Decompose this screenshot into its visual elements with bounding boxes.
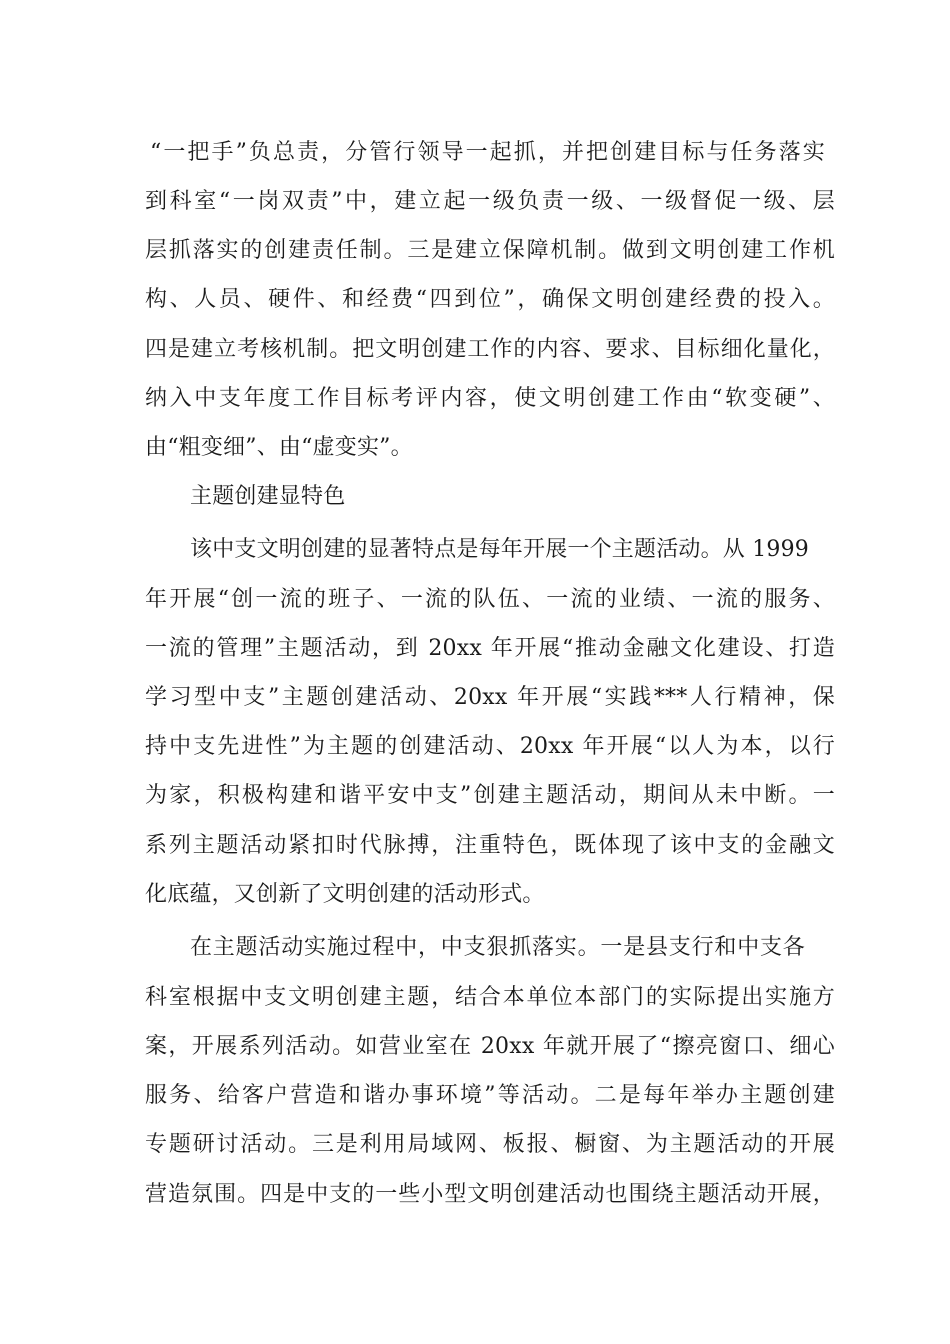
paragraph-line: 到科室“一岗双责”中，建立起一级负责一级、一级督促一级、层 <box>145 189 835 214</box>
paragraph-line: 为家，积极构建和谐平安中支”创建主题活动，期间从未中断。一 <box>145 783 835 808</box>
paragraph-line: 在主题活动实施过程中，中支狠抓落实。一是县支行和中支各 <box>190 935 805 960</box>
paragraph-line: 服务、给客户营造和谐办事环境”等活动。二是每年举办主题创建 <box>145 1083 835 1108</box>
paragraph-line: 专题研讨活动。三是利用局域网、板报、橱窗、为主题活动的开展 <box>145 1132 835 1157</box>
paragraph-line: 学习型中支”主题创建活动、20xx 年开展“实践***人行精神，保 <box>145 685 835 710</box>
paragraph-line: 案，开展系列活动。如营业室在 20xx 年就开展了“擦亮窗口、细心 <box>145 1034 835 1059</box>
paragraph-line: 由“粗变细”、由“虚变实”。 <box>145 435 413 460</box>
paragraph-line: 该中支文明创建的显著特点是每年开展一个主题活动。从 1999 <box>190 537 809 562</box>
paragraph-line: 纳入中支年度工作目标考评内容，使文明创建工作由“软变硬”、 <box>145 386 835 411</box>
paragraph-line: 四是建立考核机制。把文明创建工作的内容、要求、目标细化量化， <box>145 337 835 362</box>
paragraph-line: 营造氛围。四是中支的一些小型文明创建活动也围绕主题活动开展， <box>145 1182 835 1207</box>
paragraph-line: “一把手”负总责，分管行领导一起抓，并把创建目标与任务落实 <box>150 140 825 165</box>
paragraph-line: 科室根据中支文明创建主题，结合本单位本部门的实际提出实施方 <box>145 985 835 1010</box>
paragraph-line: 化底蕴，又创新了文明创建的活动形式。 <box>145 882 545 907</box>
section-heading: 主题创建显特色 <box>190 484 346 509</box>
paragraph-line: 系列主题活动紧扣时代脉搏，注重特色，既体现了该中支的金融文 <box>145 833 835 858</box>
paragraph-line: 年开展“创一流的班子、一流的队伍、一流的业绩、一流的服务、 <box>145 587 835 612</box>
paragraph-line: 持中支先进性”为主题的创建活动、20xx 年开展“以人为本，以行 <box>145 734 835 759</box>
paragraph-line: 构、人员、硬件、和经费“四到位”，确保文明创建经费的投入。 <box>145 287 835 312</box>
paragraph-line: 层抓落实的创建责任制。三是建立保障机制。做到文明创建工作机 <box>145 238 835 263</box>
paragraph-line: 一流的管理”主题活动，到 20xx 年开展“推动金融文化建设、打造 <box>145 636 835 661</box>
